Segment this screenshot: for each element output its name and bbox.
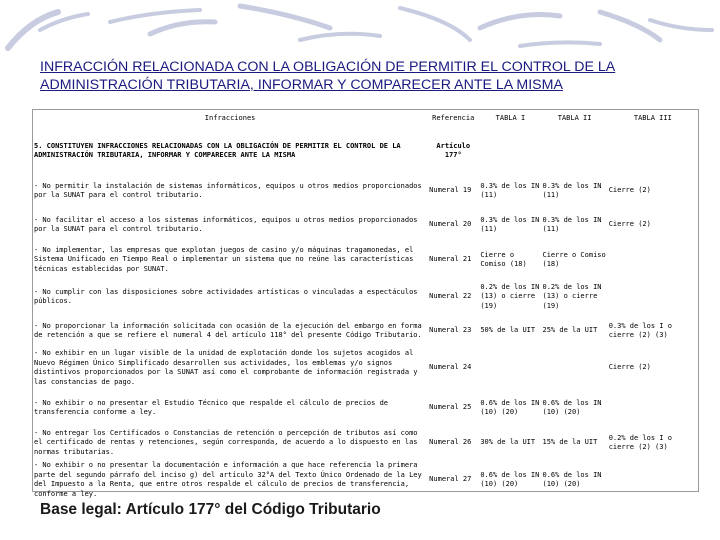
- header-tabla-ii: TABLA II: [557, 114, 592, 123]
- row-reference: Numeral 21: [429, 255, 472, 264]
- row-reference: Numeral 19: [429, 186, 472, 195]
- row-tabla-ii: [542, 346, 608, 390]
- infractions-table: [33, 110, 698, 500]
- row-tabla-ii: Cierre o Comiso (18): [542, 250, 606, 268]
- row-tabla-iii: [608, 460, 698, 500]
- table-row: [33, 316, 698, 346]
- section-description: 5. CONSTITUYEN INFRACCIONES RELACIONADAS CON LA OBLIGACIÓN DE PERMITIR EL CONTROL DE LA ADMINISTRACIÓN TRIBUTARIA, INFORMAR Y COMPARECER ANTE LA MISMA: [34, 141, 401, 159]
- row-tabla-i: [479, 346, 541, 390]
- legal-basis-footer: Base legal: Artículo 177° del Código Tributario: [40, 501, 381, 518]
- row-tabla-iii: [608, 278, 698, 316]
- table-row: [33, 208, 698, 242]
- row-reference: Numeral 26: [429, 438, 472, 447]
- row-description: - No facilitar el acceso a los sistemas informáticos, equipos u otros medios proporcionados por la SUNAT para el control tributario.: [34, 215, 418, 233]
- row-reference: Numeral 24: [429, 363, 472, 372]
- table-row: [33, 346, 698, 390]
- row-tabla-i: 0.3% de los IN (11): [480, 215, 540, 233]
- row-reference: Numeral 23: [429, 326, 472, 335]
- row-tabla-i: 0.6% de los IN (10) (20): [480, 470, 540, 488]
- section-reference: Artículo 177°: [436, 141, 471, 159]
- row-tabla-iii: [608, 242, 698, 278]
- row-tabla-i: Cierre o Comiso (18): [480, 250, 527, 268]
- row-reference: Numeral 25: [429, 403, 472, 412]
- row-tabla-ii: 15% de la UIT: [542, 438, 598, 447]
- row-tabla-iii: 0.2% de los I o cierre (2) (3): [608, 433, 672, 451]
- row-tabla-ii: 0.3% de los IN (11): [542, 215, 602, 233]
- row-reference: Numeral 22: [429, 292, 472, 301]
- row-reference: Numeral 27: [429, 475, 472, 484]
- row-tabla-i: 30% de la UIT: [480, 438, 536, 447]
- row-reference: Numeral 20: [429, 220, 472, 229]
- row-tabla-ii: 0.6% de los IN (10) (20): [542, 470, 602, 488]
- row-description: - No cumplir con las disposiciones sobre actividades artísticas o vinculadas a espectáculos públicos.: [34, 287, 418, 305]
- row-tabla-iii: 0.3% de los I o cierre (2) (3): [608, 321, 672, 339]
- row-description: - No permitir la instalación de sistemas informáticos, equipos u otros medios proporcionados por la SUNAT para el control tributario.: [34, 181, 422, 199]
- table-row: [33, 426, 698, 460]
- row-tabla-iii: [608, 390, 698, 426]
- row-tabla-ii: 25% de la UIT: [542, 326, 598, 335]
- row-tabla-i: 0.2% de los IN (13) o cierre (19): [480, 282, 540, 310]
- slide-title: INFRACCIÓN RELACIONADA CON LA OBLIGACIÓN DE PERMITIR EL CONTROL DE LA ADMINISTRACIÓN TRIBUTARIA, INFORMAR Y COMPARECER ANTE LA MISMA: [40, 59, 616, 93]
- section-row: [33, 128, 698, 174]
- row-description: - No proporcionar la información solicitada con ocasión de la ejecución del embargo en forma de retención a que se refiere el numeral 4 del artículo 118° del presente Código Tributario.: [34, 321, 422, 339]
- table-row: [33, 460, 698, 500]
- row-tabla-iii: Cierre (2): [608, 220, 651, 229]
- table-row: [33, 242, 698, 278]
- table-row: [33, 174, 698, 208]
- row-description: - No exhibir en un lugar visible de la unidad de explotación donde los sujetos acogidos al Nuevo Régimen Único Simplificado desarrollen sus actividades, los emblemas y/o signos distintivos proporcionados por la SUNAT así como el comprobante de información registrada y las constancias de pago.: [34, 349, 418, 386]
- row-description: - No exhibir o no presentar el Estudio Técnico que respalde el cálculo de precios de transferencia conforme a ley.: [34, 398, 389, 416]
- row-tabla-iii: Cierre (2): [608, 186, 651, 195]
- row-description: - No entregar los Certificados o Constancias de retención o percepción de tributos así como el certificado de rentas y retenciones, según corresponda, de acuerdo a lo dispuesto en las normas tributarias.: [34, 428, 418, 456]
- row-tabla-ii: 0.3% de los IN (11): [542, 181, 602, 199]
- header-tabla-iii: TABLA III: [633, 114, 672, 123]
- infractions-table-container: [32, 109, 699, 498]
- row-tabla-i: 0.6% de los IN (10) (20): [480, 398, 540, 416]
- row-tabla-iii: Cierre (2): [608, 363, 651, 372]
- row-tabla-i: 50% de la UIT: [480, 326, 536, 335]
- table-row: [33, 390, 698, 426]
- header-infracciones: Infracciones: [204, 114, 256, 123]
- row-tabla-ii: 0.6% de los IN (10) (20): [542, 398, 602, 416]
- row-tabla-ii: 0.2% de los IN (13) o cierre (19): [542, 282, 602, 310]
- table-header-row: [33, 110, 698, 128]
- decorative-swoosh-graphic: [0, 0, 720, 60]
- row-tabla-i: 0.3% de los IN (11): [480, 181, 540, 199]
- table-row: [33, 278, 698, 316]
- header-referencia: Referencia: [432, 114, 475, 123]
- header-tabla-i: TABLA I: [495, 114, 526, 123]
- row-description: - No exhibir o no presentar la documentación e información a que hace referencia la primera parte del segundo párrafo del inciso g) del artículo 32°A del Texto Único Ordenado de la Ley del Impuesto a la Renta, que entre otros respalde el cálculo de precios de transferencia, conforme a ley.: [34, 461, 422, 498]
- row-description: - No implementar, las empresas que explotan juegos de casino y/o máquinas tragamonedas, el Sistema Unificado en Tiempo Real o implementar un sistema que no reúne las características técnicas establecidas por SUNAT.: [34, 245, 414, 273]
